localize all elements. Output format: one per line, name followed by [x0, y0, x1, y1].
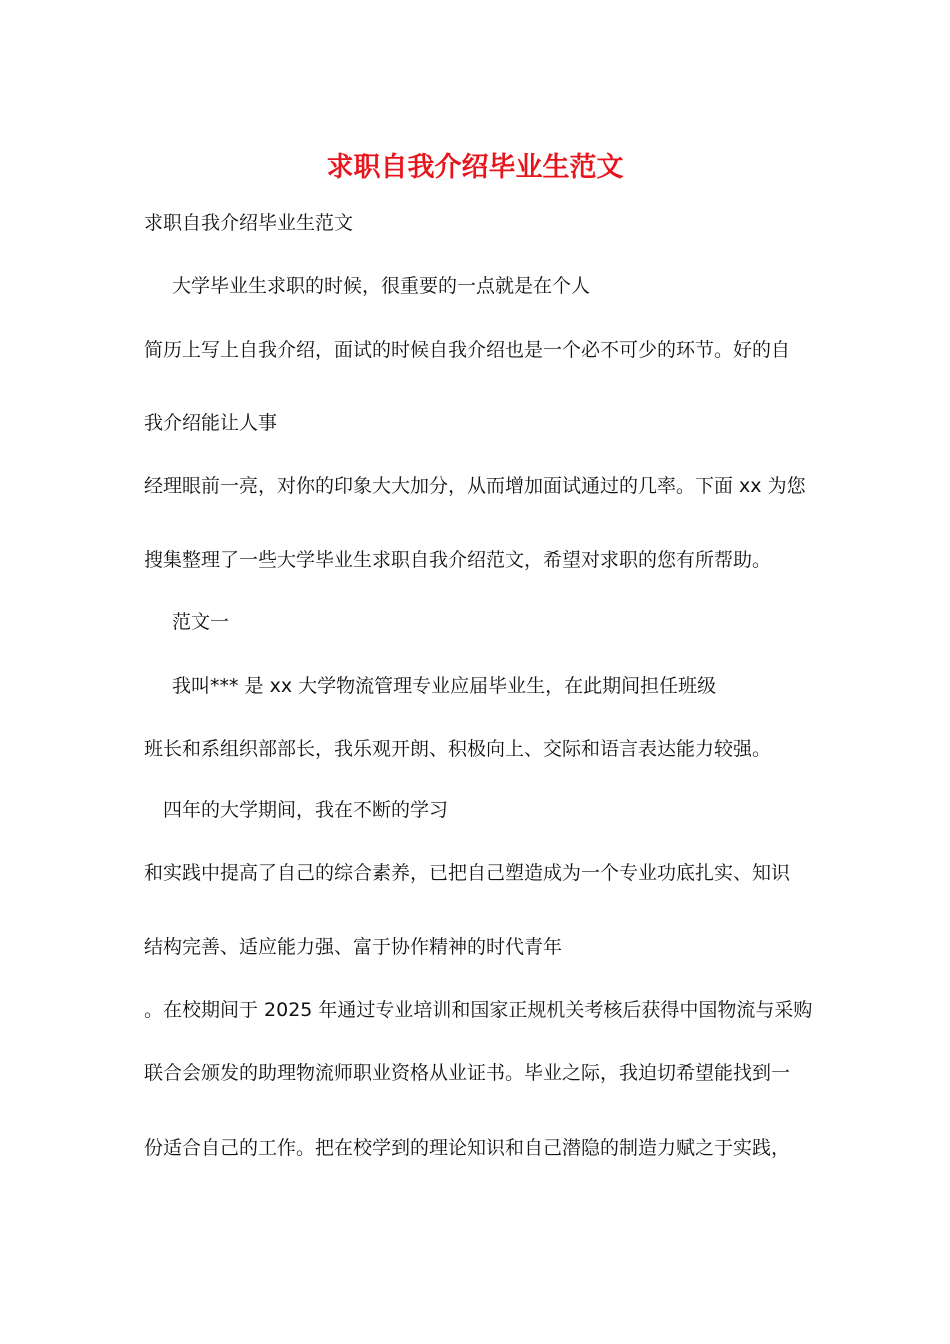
paragraph-line: 四年的大学期间，我在不断的学习 [163, 799, 449, 821]
paragraph-line: 求职自我介绍毕业生范文 [144, 212, 354, 234]
paragraph-line: 联合会颁发的助理物流师职业资格从业证书。毕业之际，我迫切希望能找到一 [144, 1062, 791, 1084]
paragraph-line: 班长和系组织部部长，我乐观开朗、积极向上、交际和语言表达能力较强。 [144, 738, 772, 760]
section-heading: 范文一 [172, 611, 230, 633]
paragraph-line: 简历上写上自我介绍，面试的时候自我介绍也是一个必不可少的环节。好的自 [144, 339, 791, 361]
document-title: 求职自我介绍毕业生范文 [326, 152, 624, 183]
paragraph-line: 结构完善、适应能力强、富于协作精神的时代青年 [144, 936, 563, 958]
paragraph-line: 和实践中提高了自己的综合素养，已把自己塑造成为一个专业功底扎实、知识 [144, 862, 791, 884]
paragraph-line: 搜集整理了一些大学毕业生求职自我介绍范文，希望对求职的您有所帮助。 [144, 549, 772, 571]
paragraph-line: 我介绍能让人事 [144, 412, 278, 434]
paragraph-line: 。在校期间于 2025 年通过专业培训和国家正规机关考核后获得中国物流与采购 [144, 999, 813, 1021]
paragraph-line: 经理眼前一亮，对你的印象大大加分，从而增加面试通过的几率。下面 xx 为您 [144, 475, 806, 497]
paragraph-line: 份适合自己的工作。把在校学到的理论知识和自己潜隐的制造力赋之于实践， [144, 1137, 791, 1159]
paragraph-line: 大学毕业生求职的时候，很重要的一点就是在个人 [172, 275, 591, 297]
paragraph-line: 我叫*** 是 xx 大学物流管理专业应届毕业生，在此期间担任班级 [172, 675, 717, 697]
